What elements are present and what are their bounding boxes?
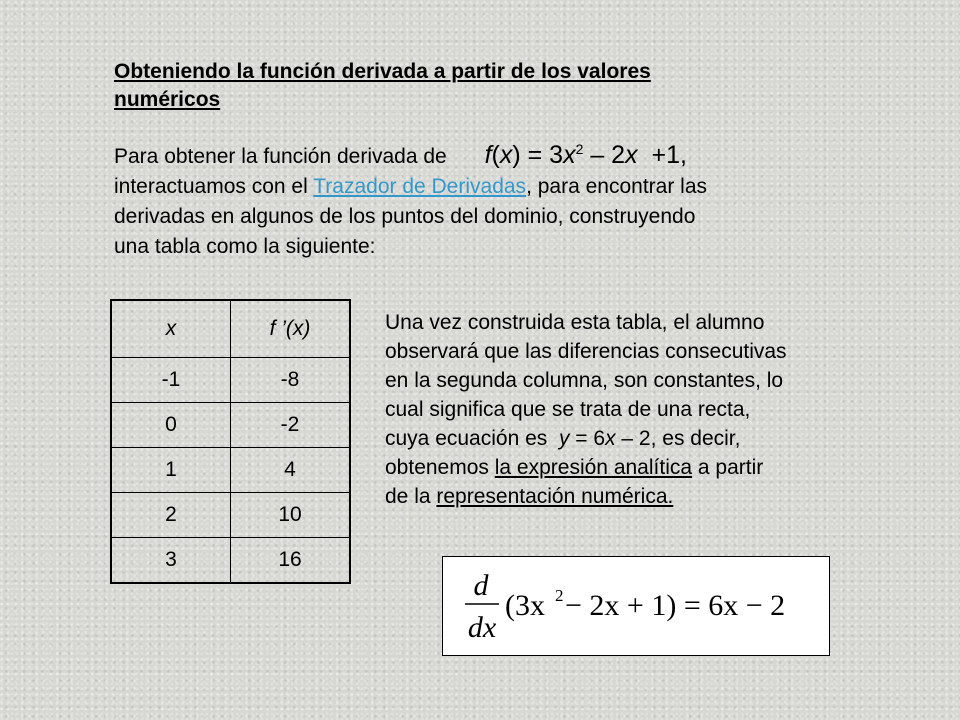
derivative-equation [443, 557, 829, 655]
eq-denominator: dx [467, 611, 497, 644]
title-line-2: numéricos [114, 88, 221, 111]
eq-rest: − 2x + 1) = 6x − 2 [565, 589, 786, 622]
table-row [111, 448, 350, 493]
cell-fprime: 10 [231, 493, 351, 538]
table-row [111, 358, 350, 403]
table-row [111, 538, 350, 584]
cell-fprime: -2 [231, 403, 351, 448]
title-line-1: Obteniendo la función derivada a partir de los valores [114, 60, 651, 83]
intro-prefix: Para obtener la función derivada de [114, 145, 447, 168]
explanation-paragraph: Una vez construida esta tabla, el alumno observará que las diferencias consecutivas en la segunda columna, son constantes, lo cual significa que se trata de una recta, cuya ecuación es y = 6x – 2, es decir, obtenemos la expresión analítica a partir de la representación numérica. [385, 311, 787, 508]
function-formula: $f(x) = 3x^2 - 2x +1$, [484, 141, 687, 169]
intro-line-4: una tabla como la siguiente: [114, 235, 376, 258]
cell-x: 3 [111, 538, 231, 584]
cell-fprime: -8 [231, 358, 351, 403]
eq-exponent: 2 [555, 586, 564, 605]
cell-fprime: 16 [231, 538, 351, 584]
eq-numerator: d [473, 569, 489, 602]
numeric-representation-link: representación numérica. [436, 485, 674, 508]
slide-title [114, 58, 834, 114]
table-row [111, 403, 350, 448]
cell-fprime: 4 [231, 448, 351, 493]
intro-line-3: derivadas en algunos de los puntos del dominio, construyendo [114, 205, 696, 228]
trazador-link[interactable]: Trazador de Derivadas [313, 175, 527, 198]
table-header-row [111, 300, 350, 358]
cell-x: -1 [111, 358, 231, 403]
cell-x: 0 [111, 403, 231, 448]
analytic-expression-link: la expresión analítica [494, 456, 693, 479]
intro-paragraph [114, 140, 874, 262]
intro-line-2-after: , para encontrar las [526, 175, 707, 198]
header-fprime: f ’(x) [231, 300, 351, 358]
cell-x: 1 [111, 448, 231, 493]
table-row [111, 493, 350, 538]
eq-body: (3x [505, 589, 545, 622]
intro-line-2-before: interactuamos con el [114, 175, 314, 198]
header-x: x [111, 300, 231, 358]
derivative-values-table [110, 299, 351, 584]
derivative-equation-box [442, 556, 830, 656]
cell-x: 2 [111, 493, 231, 538]
